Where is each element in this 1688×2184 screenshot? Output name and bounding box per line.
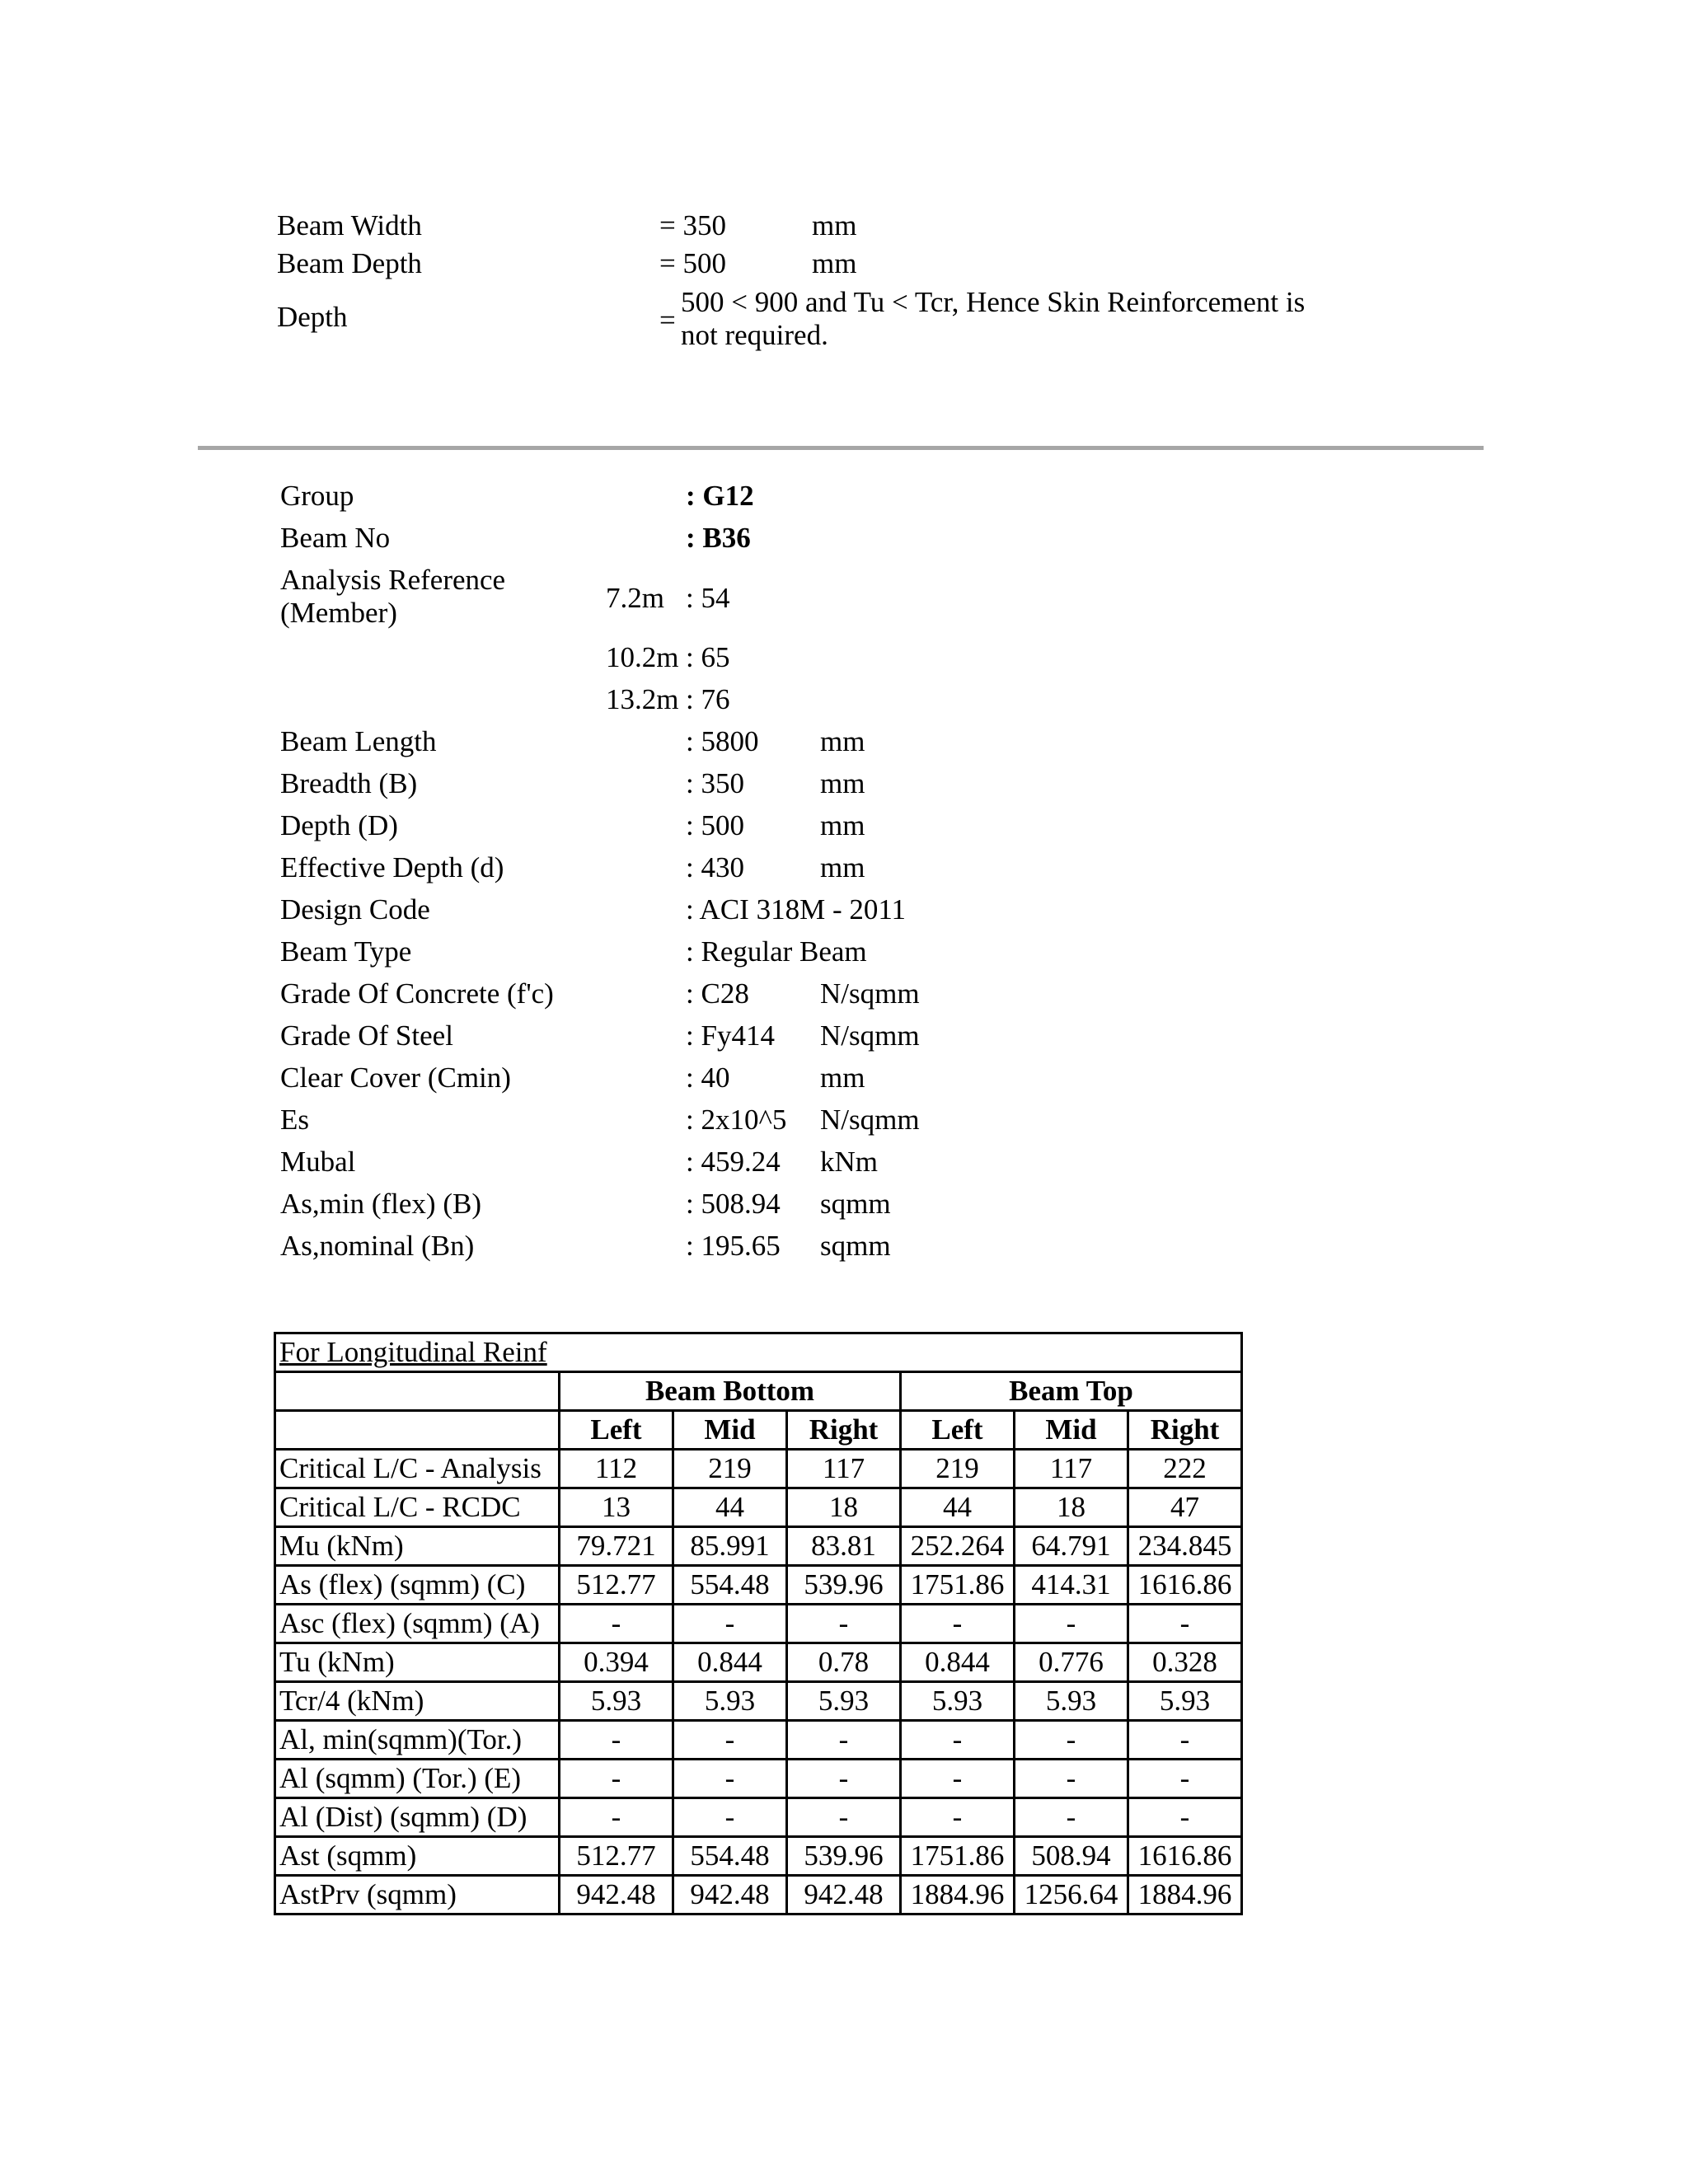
table-cell: 252.264: [901, 1527, 1015, 1566]
table-cell: 219: [673, 1450, 787, 1488]
analysis-ref-level: 10.2m: [606, 641, 679, 673]
property-label: As,nominal (Bn): [280, 1230, 475, 1262]
table-row: [275, 1798, 1242, 1837]
table-cell: -: [560, 1605, 673, 1643]
property-unit: N/sqmm: [820, 1019, 920, 1052]
table-cell: 942.48: [560, 1876, 673, 1915]
table-cell: -: [901, 1605, 1015, 1643]
table-cell: -: [901, 1760, 1015, 1798]
table-cell: -: [673, 1760, 787, 1798]
table-cell: 44: [901, 1488, 1015, 1527]
property-unit: mm: [820, 1062, 865, 1094]
table-cell: 13: [560, 1488, 673, 1527]
property-value: : ACI 318M - 2011: [686, 893, 907, 926]
table-cell: 18: [787, 1488, 901, 1527]
table-corner-cell: [275, 1372, 560, 1411]
table-cell: 942.48: [673, 1876, 787, 1915]
col-header: Right: [787, 1411, 901, 1450]
depth-eq: =: [659, 304, 676, 336]
table-cell: 234.845: [1128, 1527, 1242, 1566]
row-label: Al (Dist) (sqmm) (D): [275, 1798, 560, 1837]
row-label: Tu (kNm): [275, 1643, 560, 1682]
table-cell: 18: [1015, 1488, 1128, 1527]
table-cell: -: [787, 1798, 901, 1837]
row-label: Al, min(sqmm)(Tor.): [275, 1721, 560, 1760]
property-unit: sqmm: [820, 1188, 891, 1220]
table-cell: -: [1015, 1760, 1128, 1798]
table-cell: 85.991: [673, 1527, 787, 1566]
table-row: [275, 1760, 1242, 1798]
table-row: [275, 1527, 1242, 1566]
table-cell: -: [1015, 1798, 1128, 1837]
table-cell: 79.721: [560, 1527, 673, 1566]
table-subheader-row: [275, 1411, 1242, 1450]
property-value: : C28: [686, 977, 749, 1010]
table-cell: 222: [1128, 1450, 1242, 1488]
table-title: For Longitudinal Reinf: [275, 1333, 1242, 1372]
row-label: Tcr/4 (kNm): [275, 1682, 560, 1721]
row-label: Critical L/C - RCDC: [275, 1488, 560, 1527]
table-row: [275, 1605, 1242, 1643]
col-header: Mid: [673, 1411, 787, 1450]
analysis-ref-value: : 76: [686, 683, 730, 715]
group-header-bottom: Beam Bottom: [560, 1372, 901, 1411]
beam-width-row: [0, 209, 1688, 242]
table-cell: 942.48: [787, 1876, 901, 1915]
table-cell: 117: [787, 1450, 901, 1488]
table-cell: 554.48: [673, 1566, 787, 1605]
property-value: : 508.94: [686, 1188, 781, 1220]
property-label: Breadth (B): [280, 767, 418, 799]
table-cell: 47: [1128, 1488, 1242, 1527]
table-cell: -: [787, 1605, 901, 1643]
table-cell: 1751.86: [901, 1566, 1015, 1605]
col-header: Mid: [1015, 1411, 1128, 1450]
beam-depth-eq: = 500: [659, 247, 726, 279]
depth-label: Depth: [277, 301, 348, 333]
table-cell: 0.844: [901, 1643, 1015, 1682]
table-row: [275, 1876, 1242, 1915]
table-row: [275, 1643, 1242, 1682]
table-cell: 0.78: [787, 1643, 901, 1682]
table-cell: 414.31: [1015, 1566, 1128, 1605]
table-cell: -: [787, 1760, 901, 1798]
property-label: Beam Type: [280, 935, 412, 968]
table-row: [275, 1450, 1242, 1488]
analysis-ref-value: : 65: [686, 641, 730, 673]
property-value: : 195.65: [686, 1230, 781, 1262]
table-cell: -: [1015, 1605, 1128, 1643]
property-label: Grade Of Steel: [280, 1019, 453, 1052]
property-value: : Regular Beam: [686, 935, 867, 968]
table-corner-cell: [275, 1411, 560, 1450]
beam-no-label: Beam No: [280, 522, 391, 554]
table-cell: 0.844: [673, 1643, 787, 1682]
row-label: As (flex) (sqmm) (C): [275, 1566, 560, 1605]
table-cell: 1884.96: [901, 1876, 1015, 1915]
property-label: Effective Depth (d): [280, 851, 504, 883]
table-cell: 554.48: [673, 1837, 787, 1876]
beam-depth-value: 500: [682, 247, 726, 279]
property-unit: mm: [820, 725, 865, 757]
row-label: Mu (kNm): [275, 1527, 560, 1566]
property-value: : 500: [686, 809, 744, 841]
beam-depth-label: Beam Depth: [277, 247, 422, 279]
table-cell: 5.93: [901, 1682, 1015, 1721]
table-row: [275, 1837, 1242, 1876]
table-group-header-row: [275, 1372, 1242, 1411]
table-cell: -: [1015, 1721, 1128, 1760]
table-row: [275, 1682, 1242, 1721]
table-cell: 1884.96: [1128, 1876, 1242, 1915]
table-cell: 1256.64: [1015, 1876, 1128, 1915]
table-cell: 5.93: [1015, 1682, 1128, 1721]
table-cell: 0.776: [1015, 1643, 1128, 1682]
table-cell: -: [560, 1760, 673, 1798]
table-cell: 5.93: [787, 1682, 901, 1721]
group-header-top: Beam Top: [901, 1372, 1242, 1411]
group-value: : G12: [686, 480, 754, 512]
col-header: Left: [901, 1411, 1015, 1450]
table-cell: 44: [673, 1488, 787, 1527]
beam-width-unit: mm: [812, 209, 857, 241]
property-unit: N/sqmm: [820, 977, 920, 1010]
property-label: Design Code: [280, 893, 430, 926]
property-label: As,min (flex) (B): [280, 1188, 481, 1220]
property-unit: N/sqmm: [820, 1104, 920, 1136]
property-value: : 5800: [686, 725, 759, 757]
property-unit: mm: [820, 851, 865, 883]
property-value: : 350: [686, 767, 744, 799]
table-cell: -: [560, 1798, 673, 1837]
property-value: : Fy414: [686, 1019, 775, 1052]
table-cell: -: [673, 1721, 787, 1760]
table-cell: 539.96: [787, 1837, 901, 1876]
longitudinal-reinf-table: [274, 1332, 1243, 1915]
property-label: Beam Length: [280, 725, 437, 757]
table-cell: -: [560, 1721, 673, 1760]
table-cell: 5.93: [560, 1682, 673, 1721]
table-cell: 0.328: [1128, 1643, 1242, 1682]
table-cell: 83.81: [787, 1527, 901, 1566]
table-cell: -: [901, 1721, 1015, 1760]
depth-note-line2: not required.: [681, 319, 828, 351]
table-row: [275, 1721, 1242, 1760]
property-unit: kNm: [820, 1146, 878, 1178]
table-title-row: [275, 1333, 1242, 1372]
beam-width-value: 350: [682, 209, 726, 241]
table-cell: 5.93: [673, 1682, 787, 1721]
table-cell: 219: [901, 1450, 1015, 1488]
property-unit: mm: [820, 809, 865, 841]
row-label: Critical L/C - Analysis: [275, 1450, 560, 1488]
beam-depth-row: [0, 247, 1688, 280]
table-cell: -: [673, 1798, 787, 1837]
table-cell: 512.77: [560, 1566, 673, 1605]
analysis-ref-level: 7.2m: [606, 582, 664, 614]
table-cell: 64.791: [1015, 1527, 1128, 1566]
table-cell: 1616.86: [1128, 1837, 1242, 1876]
property-value: : 459.24: [686, 1146, 781, 1178]
property-label: Grade Of Concrete (f'c): [280, 977, 554, 1010]
property-label: Clear Cover (Cmin): [280, 1062, 511, 1094]
table-cell: -: [1128, 1798, 1242, 1837]
property-unit: mm: [820, 767, 865, 799]
property-value: : 40: [686, 1062, 730, 1094]
row-label: AstPrv (sqmm): [275, 1876, 560, 1915]
analysis-ref-label-1: Analysis Reference: [280, 564, 506, 596]
table-cell: -: [901, 1798, 1015, 1837]
property-label: Es: [280, 1104, 309, 1136]
table-cell: 112: [560, 1450, 673, 1488]
table-row: [275, 1488, 1242, 1527]
table-cell: 512.77: [560, 1837, 673, 1876]
table-cell: 117: [1015, 1450, 1128, 1488]
property-unit: sqmm: [820, 1230, 891, 1262]
property-value: : 430: [686, 851, 744, 883]
table-row: [275, 1566, 1242, 1605]
beam-no-value: : B36: [686, 522, 751, 554]
analysis-ref-value: : 54: [686, 582, 730, 614]
depth-note-line1: 500 < 900 and Tu < Tcr, Hence Skin Reinforcement is: [681, 286, 1306, 318]
table-cell: -: [673, 1605, 787, 1643]
depth-row: [0, 286, 1688, 360]
group-label: Group: [280, 480, 354, 512]
property-label: Mubal: [280, 1146, 356, 1178]
analysis-ref-label-2: (Member): [280, 597, 397, 629]
table-cell: 0.394: [560, 1643, 673, 1682]
beam-width-eq: = 350: [659, 209, 726, 241]
row-label: Asc (flex) (sqmm) (A): [275, 1605, 560, 1643]
table-cell: -: [787, 1721, 901, 1760]
analysis-ref-level: 13.2m: [606, 683, 679, 715]
beam-width-label: Beam Width: [277, 209, 422, 241]
beam-depth-unit: mm: [812, 247, 857, 279]
table-cell: -: [1128, 1760, 1242, 1798]
col-header: Left: [560, 1411, 673, 1450]
property-value: : 2x10^5: [686, 1104, 787, 1136]
row-label: Ast (sqmm): [275, 1837, 560, 1876]
table-cell: 539.96: [787, 1566, 901, 1605]
table-cell: 1616.86: [1128, 1566, 1242, 1605]
section-divider: [198, 446, 1484, 450]
table-cell: -: [1128, 1721, 1242, 1760]
table-body: [275, 1450, 1242, 1915]
row-label: Al (sqmm) (Tor.) (E): [275, 1760, 560, 1798]
table-cell: 5.93: [1128, 1682, 1242, 1721]
col-header: Right: [1128, 1411, 1242, 1450]
table-cell: -: [1128, 1605, 1242, 1643]
property-label: Depth (D): [280, 809, 398, 841]
table-cell: 1751.86: [901, 1837, 1015, 1876]
table-cell: 508.94: [1015, 1837, 1128, 1876]
